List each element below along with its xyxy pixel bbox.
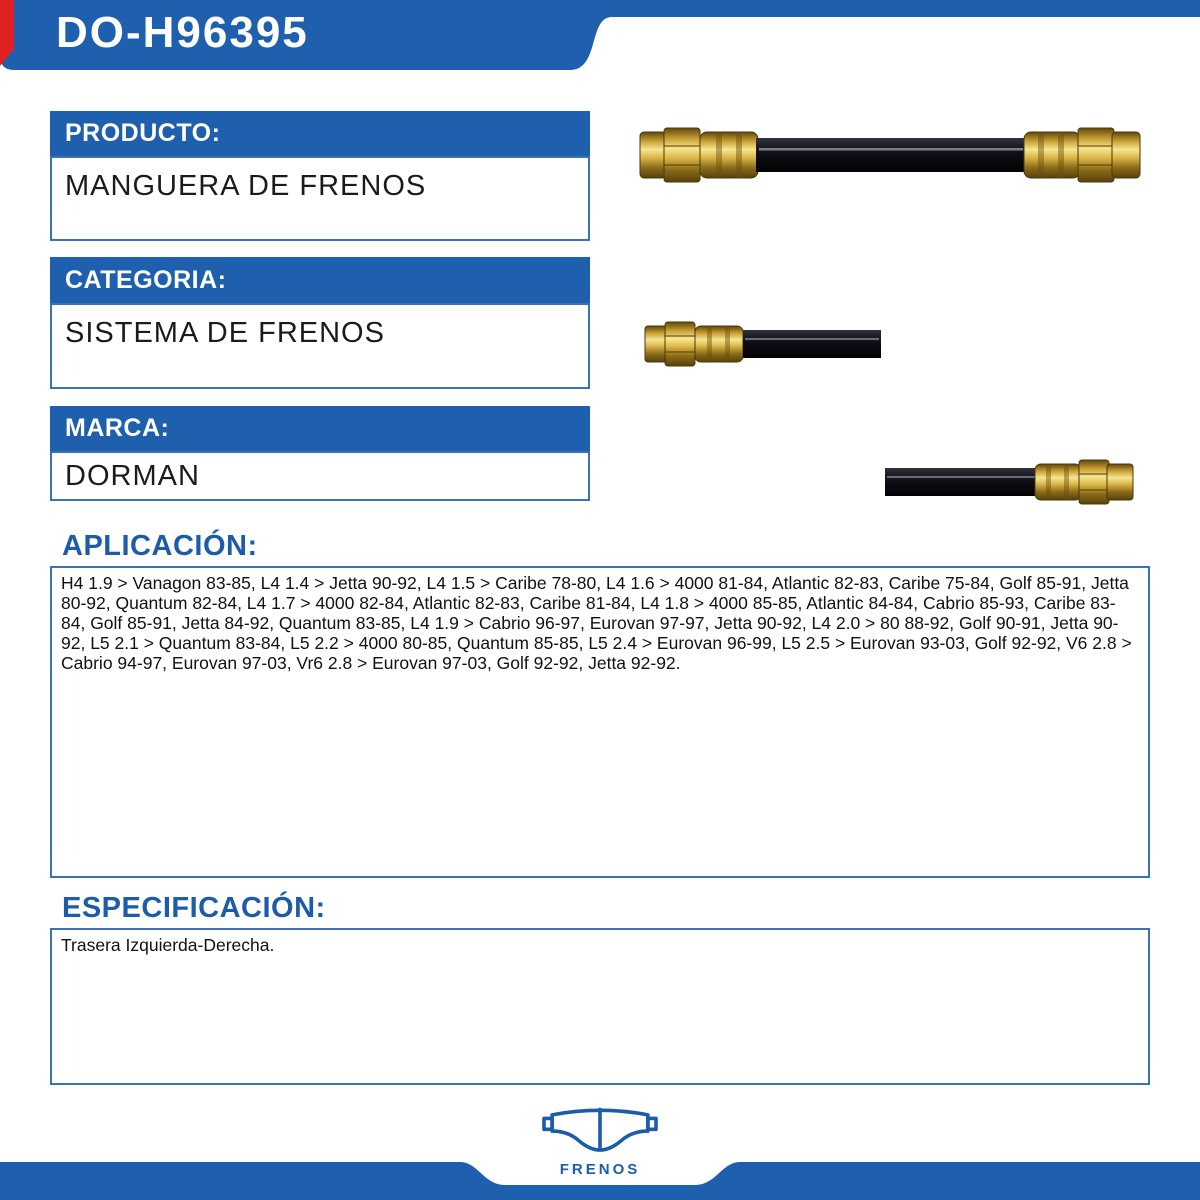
product-photo-right-fitting <box>885 458 1135 506</box>
footer-blue-band <box>0 1160 1200 1200</box>
footer-category-label: FRENOS <box>559 1161 641 1178</box>
producto-value: MANGUERA DE FRENOS <box>65 170 427 202</box>
especificacion-text-box <box>50 928 1150 1085</box>
marca-value: DORMAN <box>65 460 200 492</box>
producto-label: PRODUCTO: <box>65 119 221 147</box>
aplicacion-text-box <box>50 566 1150 878</box>
categoria-label: CATEGORIA: <box>65 265 227 294</box>
marca-section-header <box>50 406 590 451</box>
marca-label: MARCA: <box>65 414 170 442</box>
categoria-value: SISTEMA DE FRENOS <box>65 317 385 349</box>
marca-value-box <box>50 451 590 501</box>
categoria-section-header <box>50 257 590 303</box>
especificacion-heading: ESPECIFICACIÓN: <box>62 892 326 924</box>
product-photo-left-fitting <box>643 320 883 368</box>
brake-pad-icon <box>535 1104 665 1160</box>
aplicacion-text: H4 1.9 > Vanagon 83-85, L4 1.4 > Jetta 90-92, L4 1.5 > Caribe 78-80, L4 1.6 > 4000 81-84, Atlantic 82-83, Caribe 75-84, Golf 85-91, Jetta 80-92, Quantum 82-84, L4 1.7 > 4000 82-84, Atlantic 82-83, Caribe 81-84, L4 1.8 > 4000 85-85, Atlantic 84-84, Cabrio 85-93, Caribe 83-84, Golf 85-91, Jetta 84-92, Quantum 83-85, L4 1.9 > Cabrio 96-97, Eurovan 97-97, Jetta 90-92, L4 2.0 > 80 88-92, Golf 90-91, Jetta 90-92, L5 2.1 > Quantum 83-84, L5 2.2 > 4000 80-85, Quantum 85-85, L5 2.4 > Eurovan 96-99, L5 2.5 > Eurovan 93-03, Golf 92-92, V6 2.8 > Cabrio 94-97, Eurovan 97-03, Vr6 2.8 > Eurovan 97-03, Golf 92-92, Jetta 92-92. <box>61 573 1132 673</box>
aplicacion-heading: APLICACIÓN: <box>62 530 258 562</box>
especificacion-text: Trasera Izquierda-Derecha. <box>61 935 275 955</box>
producto-section-header <box>50 111 590 156</box>
part-number-title: DO-H96395 <box>56 8 309 57</box>
product-photo-full-hose <box>638 116 1143 194</box>
categoria-value-box <box>50 303 590 389</box>
producto-value-box <box>50 156 590 241</box>
